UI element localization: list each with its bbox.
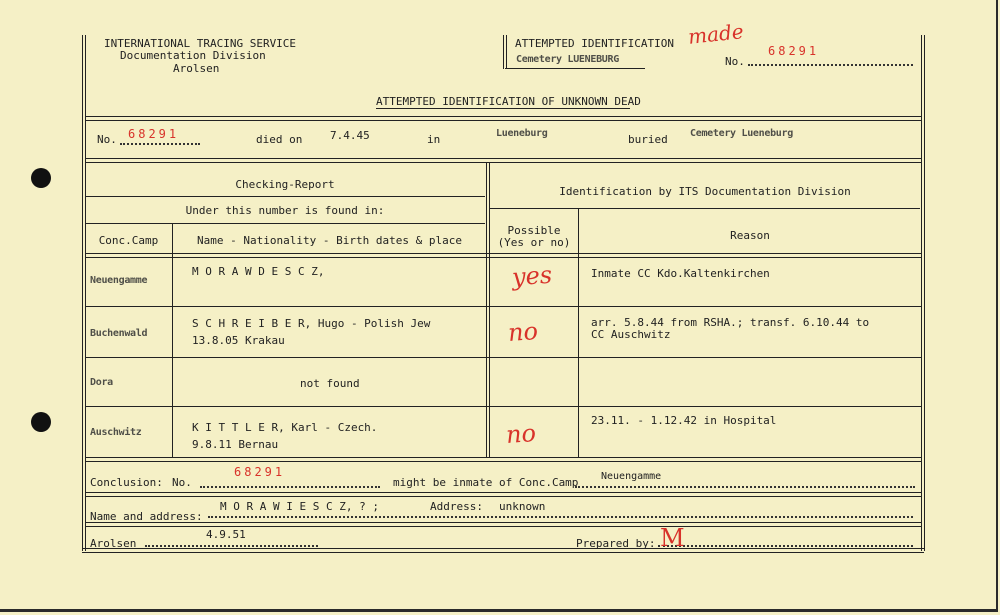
name-address-dots — [208, 516, 913, 518]
row-2-reason-line1: arr. 5.8.44 from RSHA.; transf. 6.10.44 to — [591, 316, 870, 329]
rule-table-top — [85, 158, 921, 163]
row-2-name-line1: S C H R E I B E R, Hugo - Polish Jew — [192, 317, 431, 330]
record-no-dots — [120, 143, 200, 145]
address-label: Address: — [430, 500, 483, 513]
identification-title-rule — [490, 208, 920, 209]
footer-initial: M — [660, 524, 685, 552]
id-box-underline — [505, 68, 645, 69]
record-no-value: 68291 — [128, 127, 180, 141]
row-4-name-line1: K I T T L E R, Karl - Czech. — [192, 421, 378, 434]
row-1-camp: Neuengamme — [90, 275, 148, 286]
footer-date-value: 4.9.51 — [206, 528, 246, 541]
footer-prepared-label: Prepared by: — [576, 537, 656, 550]
row-1-name: M O R A W D E S C Z, — [192, 265, 325, 278]
record-place-stamp: Lueneburg — [496, 128, 548, 139]
record-died-value: 7.4.45 — [330, 129, 370, 142]
record-buried-label: buried — [628, 133, 668, 146]
row-4-possible: no — [505, 418, 537, 450]
record-in-label: in — [427, 133, 441, 146]
conclusion-no-value: 68291 — [234, 465, 286, 479]
punch-hole-bottom — [31, 412, 51, 432]
row-4-name-line2: 9.8.11 Bernau — [192, 438, 279, 451]
row-4-reason: 23.11. - 1.12.42 in Hospital — [591, 414, 777, 427]
conclusion-label: Conclusion: — [90, 476, 163, 489]
checking-subtitle: Under this number is found in: — [185, 204, 385, 217]
rule-table-bottom — [85, 457, 921, 462]
form-title: ATTEMPTED IDENTIFICATION OF UNKNOWN DEAD — [376, 95, 641, 108]
checking-subtitle-rule — [85, 223, 485, 224]
org-line-1: INTERNATIONAL TRACING SERVICE — [104, 37, 297, 50]
row-2-possible: no — [507, 316, 539, 348]
name-address-name: M O R A W I E S C Z, ? ; — [220, 500, 379, 513]
id-box-handwriting: made — [686, 19, 745, 49]
id-box-no-label: No. — [725, 55, 745, 68]
rule-card-bottom — [82, 548, 924, 553]
record-died-label: died on — [256, 133, 303, 146]
checking-title: Checking-Report — [235, 178, 335, 191]
row-1-possible: yes — [511, 260, 554, 292]
frame-right — [921, 35, 925, 551]
conclusion-no-dots — [200, 486, 380, 488]
rule-above-record — [85, 116, 921, 121]
conclusion-might-label: might be inmate of Conc.Camp — [393, 476, 579, 489]
col-header-reason: Reason — [730, 229, 770, 242]
name-address-label: Name and address: — [90, 510, 203, 523]
col-header-camp: Conc.Camp — [98, 234, 159, 247]
row-3-camp: Dora — [90, 377, 113, 388]
id-box-no-value: 68291 — [768, 44, 820, 58]
form-title-underline — [376, 108, 630, 109]
frame-left — [82, 35, 86, 551]
col-header-possible-2: (Yes or no) — [497, 236, 571, 249]
rule-name-bottom — [85, 522, 921, 527]
row-2-camp: Buchenwald — [90, 328, 148, 339]
punch-hole-top — [31, 168, 51, 188]
col-header-name: Name - Nationality - Birth dates & place — [197, 234, 462, 247]
row-2-name-line2: 13.8.05 Krakau — [192, 334, 285, 347]
checking-title-rule — [85, 196, 485, 197]
conclusion-no-label: No. — [172, 476, 192, 489]
id-box-title: ATTEMPTED IDENTIFICATION — [515, 37, 674, 50]
conclusion-camp-dots — [575, 486, 915, 488]
org-line-2: Documentation Division — [120, 49, 266, 62]
row-1-reason: Inmate CC Kdo.Kaltenkirchen — [591, 267, 770, 280]
table-mid-divider — [486, 162, 490, 458]
id-box-left — [503, 35, 507, 69]
footer-date-dots — [145, 545, 318, 547]
rule-row-2 — [85, 357, 921, 358]
rule-row-1 — [85, 306, 921, 307]
footer-arolsen-label: Arolsen — [90, 537, 137, 550]
rule-header-bottom — [85, 253, 921, 258]
rule-conclusion-bottom — [85, 492, 921, 497]
id-box-cemetery-stamp: Cemetery LUENEBURG — [516, 54, 619, 65]
col-divider-camp — [172, 223, 173, 458]
record-no-label: No. — [97, 133, 117, 146]
row-2-reason-line2: CC Auschwitz — [591, 328, 671, 341]
col-divider-possible — [578, 208, 579, 458]
address-value: unknown — [499, 500, 546, 513]
conclusion-camp-value: Neuengamme — [601, 471, 662, 482]
rule-row-3 — [85, 406, 921, 407]
org-line-3: Arolsen — [173, 62, 220, 75]
identification-title: Identification by ITS Documentation Division — [559, 185, 851, 198]
record-buried-stamp: Cemetery Lueneburg — [690, 128, 793, 139]
col-header-possible-1: Possible — [507, 224, 561, 237]
footer-prepared-dots — [658, 545, 913, 547]
row-4-camp: Auschwitz — [90, 427, 142, 438]
row-3-name: not found — [300, 377, 360, 390]
id-box-no-dots — [748, 64, 913, 66]
